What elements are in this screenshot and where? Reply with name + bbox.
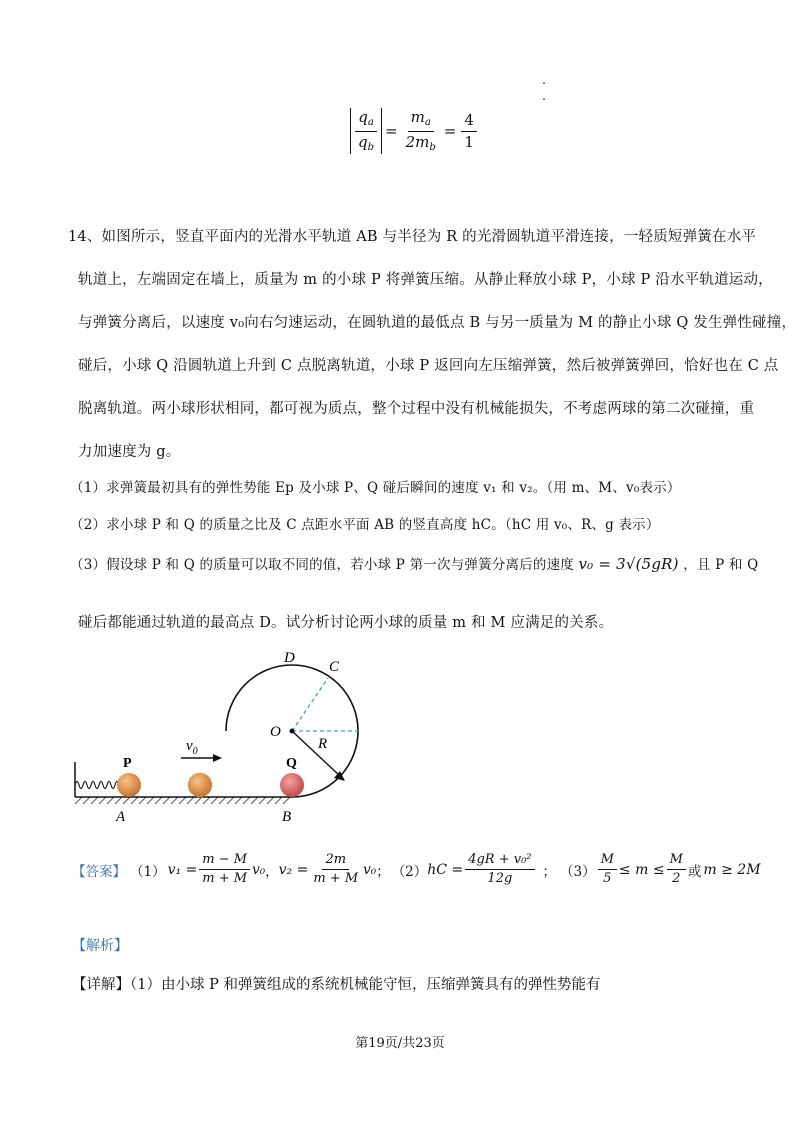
question-line-3: 与弹簧分离后，以速度 v₀向右匀速运动，在圆轨道的最低点 B 与另一质量为 M 的静止小球 Q 发生弹性碰撞， [78,315,797,331]
spring [75,782,119,789]
hc-fraction: $\frac{\text{4gR + v₀²}}{12g}$ [465,852,534,888]
label-Q: Q [286,756,297,771]
label-C: C [329,659,340,675]
question-line-5: 脱离轨道。两小球形状相同，都可视为质点，整个过程中没有机械能损失，不考虑两球的第二次碰撞，重 [78,401,755,417]
answer-tag: 【答案】 [72,863,126,880]
page-footer: 第19页/共23页 [355,1036,445,1051]
v1-fraction: $\frac{m - M}{m + M}$ [199,852,250,888]
label-D: D [284,650,295,666]
question-part-1: （1）求弹簧最初具有的弹性势能 Ep 及小球 P、Q 碰后瞬间的速度 v₁ 和 v₂。（用 m、M、v₀表示） [70,480,681,496]
decorative-dot [543,82,545,84]
m-range-high: $\frac{M}{2}$ [667,852,686,888]
radius-R-arrow [292,731,340,776]
v0-formula: v₀ = 3√(5gR) [578,555,679,573]
question-part-3-cont: 碰后都能通过轨道的最高点 D。试分析讨论两小球的质量 m 和 M 应满足的关系。 [78,615,614,631]
analysis-tag: 【解析】 [72,938,128,954]
question-line-2: 轨道上，左端固定在墙上，质量为 m 的小球 P 将弹簧压缩。从静止释放小球 P，小球 P 沿水平轨道运动， [78,272,773,288]
label-B: B [282,809,292,825]
q-ratio-fraction: $\frac{q_a}{q_b}$ [355,108,377,154]
question-line-6: 力加速度为 g。 [78,444,181,460]
label-O: O [270,724,281,740]
center-point [290,729,295,734]
ball-P-moving [188,773,212,797]
track-diagram [66,640,386,830]
detail-line [72,973,600,994]
label-A: A [116,809,126,825]
ball-Q [280,773,304,797]
m-range-low: $\frac{M}{5}$ [598,852,617,888]
top-formula: $\frac{q_a}{q_b}$ = $\frac{m_a}{2m_b}$ = $\frac{4}{1}$ [350,108,479,154]
answer-line: 【答案】 （1） v₁ = $\frac{m - M}{m + M}$ v₀ ， v₂ = $\frac{2m}{m + M}$ v₀ ； （2） hC = $\frac{\text{4gR + v₀²}}{12g}$ ； （3） $\frac{M}{5}$ ≤ m ≤ $\frac{M}{2}$ 或 m ≥ 2M [72,852,761,887]
v2-fraction: $\frac{2m}{m + M}$ [313,852,359,887]
decorative-dot [543,98,545,100]
mass-ratio-fraction: $\frac{m_a}{2m_b}$ [405,108,436,153]
ground-hatching [75,797,290,804]
abs-bar-left [350,108,351,154]
four-over-one: $\frac{4}{1}$ [461,111,477,152]
question-line-1: 14、如图所示，竖直平面内的光滑水平轨道 AB 与半径为 R 的光滑圆轨道平滑连接，一轻质短弹簧在水平 [68,229,757,245]
detail-text: （1）由小球 P 和弹簧组成的系统机械能守恒，压缩弹簧具有的弹性势能有 [130,977,601,993]
question-part-3: （3）假设球 P 和 Q 的质量可以取不同的值，若小球 P 第一次与弹簧分离后的速度 v₀ = 3√(5gR) ，且 P 和 Q [70,555,759,573]
velocity-arrowhead [213,754,222,762]
question-part-2: （2）求小球 P 和 Q 的质量之比及 C 点距水平面 AB 的竖直高度 hC。（hC 用 v₀、R、g 表示） [70,517,660,533]
label-P: P [123,756,132,771]
ball-P [117,773,141,797]
radius-to-C [292,678,328,731]
abs-bar-right [381,108,382,154]
detail-tag: 【详解】 [72,977,130,993]
label-R: R [318,736,328,752]
question-line-4: 碰后，小球 Q 沿圆轨道上升到 C 点脱离轨道，小球 P 返回向左压缩弹簧，然后被弹簧弹回，恰好也在 C 点 [78,358,779,374]
label-v0: $v_0$ [186,738,198,757]
